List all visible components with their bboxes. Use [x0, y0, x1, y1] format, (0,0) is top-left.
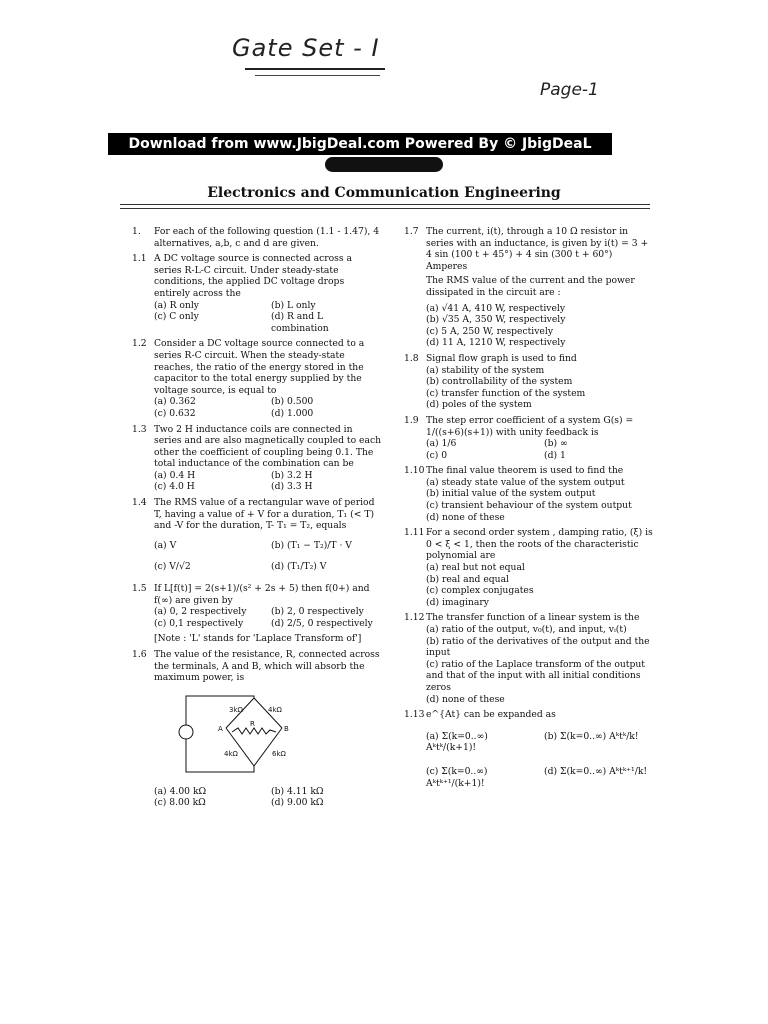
option-b: (b) 2, 0 respectively	[271, 606, 364, 618]
question-number: 1.6	[132, 649, 147, 660]
question-text: The transfer function of a linear system is the	[426, 612, 640, 624]
option-a: (a) 0, 2 respectively	[154, 606, 247, 618]
option-d: (d) 9.00 kΩ	[271, 797, 324, 809]
option-a: (a) 0.362	[154, 396, 196, 408]
option-c: (c) ratio of the Laplace transform of the output and that of the input with all initial conditions zeros	[426, 658, 645, 693]
question-number: 1.5	[132, 583, 147, 595]
option-b: (b) 4.11 kΩ	[271, 785, 324, 797]
question-number: 1.3	[132, 423, 147, 435]
question-1	[132, 226, 382, 249]
question-number: 1.1	[132, 253, 147, 265]
question-number: 1.10	[404, 465, 425, 477]
option-b: (b) ratio of the derivatives of the output and the input	[426, 635, 650, 659]
question-1-2	[132, 338, 382, 419]
option-b: (b) Σ(k=0..∞) Aᵏtᵏ/k!	[544, 730, 639, 742]
question-1-3	[132, 424, 382, 494]
question-number: 1.7	[404, 226, 419, 237]
option-d: (d) 3.3 H	[271, 481, 313, 493]
question-1-11	[404, 527, 656, 608]
option-d: (d) none of these	[426, 511, 505, 523]
load-resistor-icon	[232, 728, 276, 734]
option-a: (a) R only	[154, 299, 199, 311]
option-b: (b) L only	[271, 299, 316, 311]
option-b: (b) initial value of the system output	[426, 488, 596, 500]
option-b: (b) (T₁ − T₂)/T · V	[271, 539, 352, 551]
option-d: (d) R and L combination	[271, 311, 329, 334]
handwritten-title: Gate Set - I	[232, 34, 380, 62]
option-d: (d) 2/5, 0 respectively	[271, 617, 373, 629]
option-d: (d) 1.000	[271, 407, 314, 419]
option-c: (c) C only	[154, 311, 199, 323]
voltage-source-icon	[179, 725, 193, 739]
question-text: For each of the following question (1.1 - 1.47), 4 alternatives, a,b, c and d are given.	[154, 226, 380, 249]
question-1-4	[132, 497, 382, 573]
question-text: If L[f(t)] = 2(s+1)/(s² + 2s + 5) then f(0+) and f(∞) are given by	[154, 583, 370, 606]
option-a: (a) Σ(k=0..∞) Aᵏtᵏ/(k+1)!	[426, 730, 488, 754]
option-b: (b) √35 A, 350 W, respectively	[426, 314, 566, 326]
option-a: (a) stability of the system	[426, 364, 545, 376]
handwritten-underline-2	[255, 75, 380, 76]
option-c: (c) 5 A, 250 W, respectively	[426, 325, 554, 337]
question-1-7	[404, 226, 656, 349]
question-number: 1.13	[404, 709, 425, 721]
option-c: (c) V/√2	[154, 561, 191, 573]
question-text: For a second order system , damping ratio, (ξ) is 0 < ξ < 1, then the roots of the characteristic polynomial are	[426, 527, 653, 562]
question-1-5	[132, 583, 382, 645]
option-d: (d) (T₁/T₂) V	[271, 561, 327, 573]
option-a: (a) 1/6	[426, 438, 457, 450]
header-rule	[120, 204, 650, 205]
question-text: The final value theorem is used to find the	[426, 465, 624, 477]
option-d: (d) 11 A, 1210 W, respectively	[426, 337, 566, 349]
question-text: The RMS value of a rectangular wave of period T, having a value of + V for a duration, T₁ (< T) and -V for the duration, T- T₁ = T₂, equals	[154, 497, 375, 532]
option-c: (c) 8.00 kΩ	[154, 797, 206, 809]
load-label: R	[250, 719, 255, 728]
question-1-1	[132, 253, 382, 334]
question-number: 1.	[132, 226, 141, 237]
download-banner: Download from www.JbigDeal.com Powered By © JbigDeaL	[108, 133, 612, 155]
header-rule-2	[120, 208, 650, 209]
option-a: (a) steady state value of the system output	[426, 476, 625, 488]
option-b: (b) controllability of the system	[426, 376, 573, 388]
option-b: (b) 0.500	[271, 396, 314, 408]
question-text: The value of the resistance, R, connected across the terminals, A and B, which will absorb the maximum power, is	[154, 649, 380, 684]
subject-title: Electronics and Communication Engineering	[207, 185, 561, 201]
option-a: (a) ratio of the output, v₀(t), and input, vᵢ(t)	[426, 624, 627, 635]
question-number: 1.9	[404, 414, 419, 426]
question-text: e^{At} can be expanded as	[426, 709, 556, 721]
option-d: (d) poles of the system	[426, 399, 532, 411]
question-text: Two 2 H inductance coils are connected in series and are also magnetically coupled to each other the coefficient of coupling being 0.1. The total inductance of the combination can be	[154, 423, 382, 470]
note-text: [Note : 'L' stands for 'Laplace Transform of']	[154, 633, 362, 645]
option-b: (b) ∞	[544, 438, 568, 450]
option-c: (c) transfer function of the system	[426, 387, 586, 399]
question-number: 1.11	[404, 527, 425, 539]
option-d: (d) Σ(k=0..∞) Aᵏtᵏ⁺¹/k!	[544, 765, 648, 777]
question-number: 1.12	[404, 612, 425, 624]
option-c: (c) 4.0 H	[154, 481, 195, 493]
option-a: (a) 4.00 kΩ	[154, 785, 207, 797]
option-d: (d) imaginary	[426, 596, 489, 608]
resistor-label-r2: 4kΩ	[268, 705, 282, 714]
option-c: (c) Σ(k=0..∞) Aᵏtᵏ⁺¹/(k+1)!	[426, 765, 488, 789]
question-text: Signal flow graph is used to find	[426, 352, 577, 364]
question-1-13	[404, 709, 656, 789]
option-c: (c) 0,1 respectively	[154, 617, 244, 629]
option-b: (b) real and equal	[426, 573, 509, 585]
option-d: (d) none of these	[426, 693, 505, 705]
question-text: The step error coefficient of a system G(s) = 1/((s+6)(s+1)) with unity feedback is	[426, 414, 634, 438]
option-a: (a) real but not equal	[426, 562, 525, 574]
resistor-label-r3: 4kΩ	[224, 749, 238, 758]
option-c: (c) complex conjugates	[426, 585, 534, 597]
question-text: Consider a DC voltage source connected to a series R-C circuit. When the steady-state reaches, the ratio of the energy stored in the capacitor to the total energy supplied by the voltage source, is equal to	[154, 338, 365, 396]
option-c: (c) 0	[426, 449, 448, 461]
question-1-9	[404, 415, 656, 461]
resistor-label-r4: 6kΩ	[272, 749, 286, 758]
question-text: The current, i(t), through a 10 Ω resistor in series with an inductance, is given by i(t) = 3 + 4 sin (100 t + 45°) + 4 sin (300 t + 60°) Amperes	[426, 226, 649, 272]
question-1-12	[404, 612, 656, 705]
left-column	[132, 226, 382, 813]
terminal-a-label: A	[218, 724, 223, 733]
option-a: (a) V	[154, 539, 177, 551]
question-1-8	[404, 353, 656, 411]
right-column	[404, 226, 656, 793]
terminal-b-label: B	[284, 724, 289, 733]
question-1-10	[404, 465, 656, 523]
handwritten-underline	[245, 68, 385, 70]
option-b: (b) 3.2 H	[271, 469, 313, 481]
handwritten-page-number: Page-1	[540, 80, 599, 100]
resistor-label-r1: 3kΩ	[229, 705, 243, 714]
bridge-circuit-diagram	[174, 690, 314, 782]
question-number: 1.4	[132, 497, 147, 509]
question-number: 1.8	[404, 352, 419, 364]
question-text: A DC voltage source is connected across a series R-L-C circuit. Under steady-state conditions, the applied DC voltage drops entirely across the	[154, 253, 352, 299]
option-a: (a) 0.4 H	[154, 469, 196, 481]
option-a: (a) √41 A, 410 W, respectively	[426, 302, 566, 314]
site-logo	[325, 157, 443, 172]
question-text-continued: The RMS value of the current and the power dissipated in the circuit are :	[426, 275, 635, 298]
option-c: (c) 0.632	[154, 407, 196, 419]
question-number: 1.2	[132, 338, 147, 350]
option-c: (c) transient behaviour of the system output	[426, 500, 632, 512]
question-1-6	[132, 649, 382, 809]
option-d: (d) 1	[544, 449, 566, 461]
